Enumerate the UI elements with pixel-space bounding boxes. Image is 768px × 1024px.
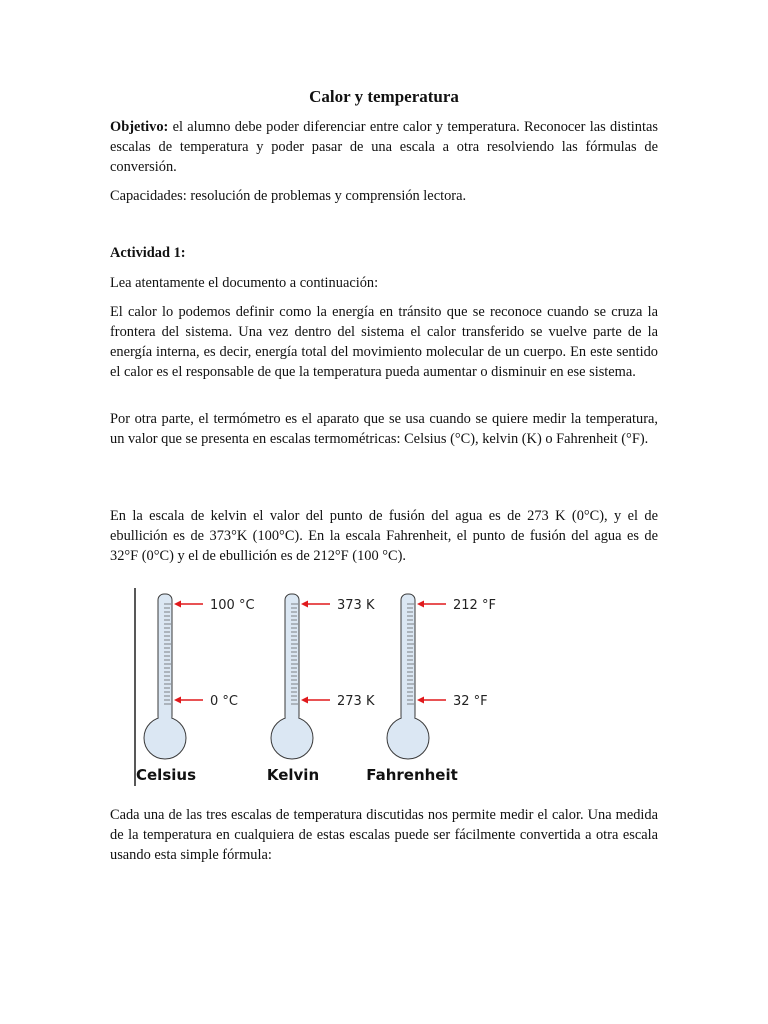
freezing-point-label: 273 K: [337, 694, 375, 709]
boiling-point-label: 100 °C: [210, 598, 255, 613]
document-title: Calor y temperatura: [309, 87, 459, 106]
actividad-heading: Actividad 1:: [110, 245, 186, 261]
freezing-point-label: 32 °F: [453, 694, 488, 709]
thermometer-tube: [158, 594, 172, 722]
conversion-paragraph: Cada una de las tres escalas de temperatura discutidas nos permite medir el calor. Una medida de la temperatura en cualquiera de estas escalas puede ser fácilmente convertida a otra escala usando esta simple fórmula:: [110, 807, 658, 863]
boiling-point-label: 212 °F: [453, 598, 496, 613]
thermometer-neck: [402, 710, 415, 722]
thermometers-figure: [128, 582, 508, 792]
escalas-paragraph: En la escala de kelvin el valor del punto de fusión del agua es de 273 K (0°C), y el de ebullición es de 373°K (100°C). En la escala Fahrenheit, el punto de fusión del agua es de 32°F (0°C) y el de ebullición es de 212°F (100 °C).: [110, 508, 658, 564]
thermometers-diagram: [128, 582, 508, 792]
calor-paragraph: El calor lo podemos definir como la energía en tránsito que se reconoce cuando se cruza la frontera del sistema. Una vez dentro del sistema el calor transferido se vuelve parte de la energía interna, es decir, energía total del movimiento molecular de un cuerpo. En este sentido el calor es el responsable de que la temperatura pueda aumentar o disminuir en ese sistema.: [110, 304, 658, 380]
arrow-head: [301, 601, 308, 608]
capacidades-paragraph: Capacidades: resolución de problemas y comprensión lectora.: [110, 188, 467, 204]
thermometer-tube: [285, 594, 299, 722]
scale-name-fahrenheit: Fahrenheit: [366, 766, 458, 784]
termometro-paragraph: Por otra parte, el termómetro es el aparato que se usa cuando se quiere medir la temperatura, un valor que se presenta en escalas termométricas: Celsius (°C), kelvin (K) o Fahrenheit (°F).: [110, 411, 658, 447]
arrow-head: [417, 601, 424, 608]
thermometer-bulb: [387, 717, 429, 759]
freezing-point-label: 0 °C: [210, 694, 238, 709]
arrow-head: [174, 697, 181, 704]
thermometer-fahrenheit: [366, 594, 496, 784]
thermometer-neck: [159, 710, 172, 722]
thermometer-kelvin: [267, 594, 375, 784]
arrow-head: [174, 601, 181, 608]
thermometer-neck: [286, 710, 299, 722]
arrow-head: [417, 697, 424, 704]
boiling-point-label: 373 K: [337, 598, 375, 613]
thermometer-tube: [401, 594, 415, 722]
thermometer-bulb: [144, 717, 186, 759]
scale-name-celsius: Celsius: [136, 766, 196, 784]
objetivo-paragraph: [110, 117, 658, 177]
arrow-head: [301, 697, 308, 704]
thermometer-bulb: [271, 717, 313, 759]
scale-name-kelvin: Kelvin: [266, 766, 320, 784]
objetivo-label: Objetivo:: [110, 119, 169, 135]
thermometer-celsius: [136, 594, 255, 784]
lea-paragraph: Lea atentamente el documento a continuación:: [110, 275, 379, 291]
objetivo-text: el alumno debe poder diferenciar entre calor y temperatura. Reconocer las distintas escalas de temperatura y poder pasar de una escala a otra resolviendo las fórmulas de conversión.: [110, 119, 658, 175]
